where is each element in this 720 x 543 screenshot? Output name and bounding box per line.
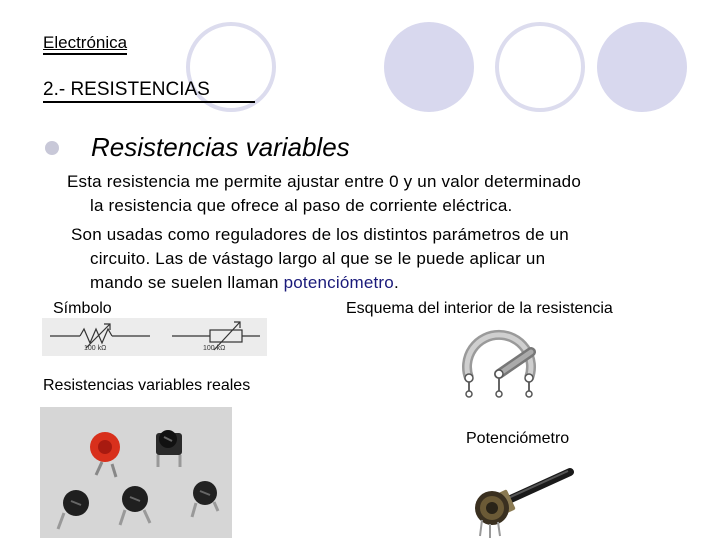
bullet-dot <box>45 141 59 155</box>
paragraph-1-line-1: Esta resistencia me permite ajustar entre 0 y un valor determinado <box>67 172 581 191</box>
section-label: Electrónica <box>43 33 127 55</box>
decor-circle-2 <box>384 22 474 112</box>
bullet-heading: Resistencias variables <box>91 132 350 162</box>
symbol-drawing <box>42 318 267 356</box>
paragraph-2-line-2: circuito. Las de vástago largo al que se le puede aplicar un <box>90 249 546 268</box>
real-resistors-photo <box>40 407 232 538</box>
resistor-interior-diagram <box>455 326 545 404</box>
schematic-label: Esquema del interior de la resistencia <box>346 300 613 317</box>
decor-circle-3 <box>495 22 585 112</box>
page-title: 2.- RESISTENCIAS <box>43 79 255 103</box>
potenciometro-link[interactable]: potenciómetro <box>283 273 394 292</box>
resistors-photo-drawing <box>40 407 232 538</box>
symbol-left-value: 100 kΩ <box>84 345 107 352</box>
paragraph-2-line-3-end: . <box>393 273 399 292</box>
paragraph-2-line-1: Son usadas como reguladores de los distintos parámetros de un <box>71 225 569 244</box>
potentiometer-label: Potenciómetro <box>466 430 570 447</box>
potentiometer-drawing <box>470 464 576 538</box>
paragraph-1-line-2: la resistencia que ofrece al paso de corriente eléctrica. <box>90 196 513 215</box>
paragraph-2-line-3-text: mando se suelen llaman <box>90 273 284 292</box>
symbol-label: Símbolo <box>53 300 112 317</box>
potentiometer-photo <box>470 464 576 538</box>
real-resistors-label: Resistencias variables reales <box>43 377 251 394</box>
variable-resistor-symbol-image <box>42 318 267 356</box>
paragraph-2-line-3 <box>90 271 399 296</box>
decor-circle-4 <box>597 22 687 112</box>
interior-drawing <box>455 326 545 404</box>
symbol-right-value: 100 kΩ <box>203 345 226 352</box>
